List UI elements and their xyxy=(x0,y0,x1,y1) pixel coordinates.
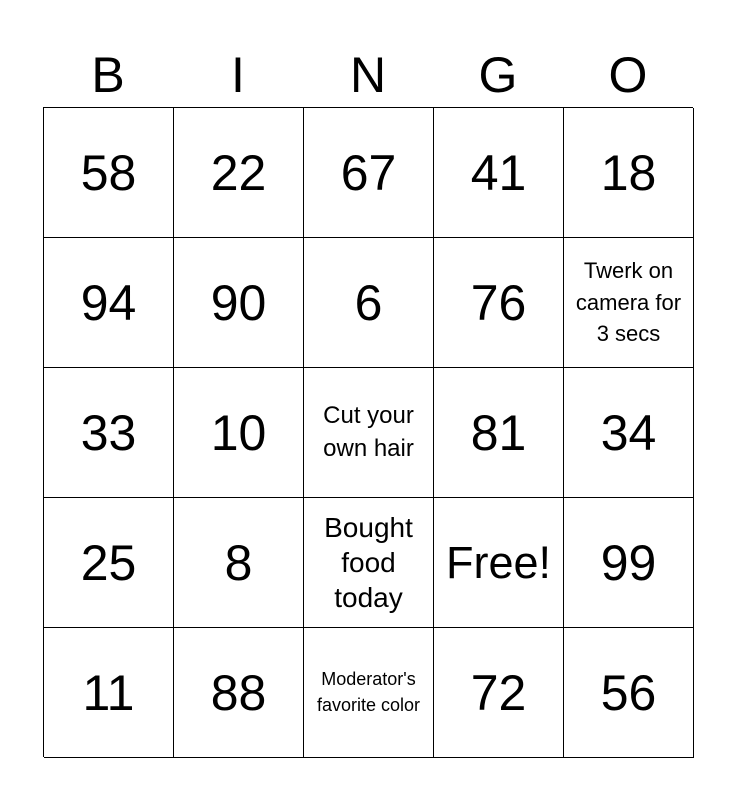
cell-label: 72 xyxy=(470,664,527,721)
cell-label: 34 xyxy=(600,404,657,461)
bingo-cell-r4-c3[interactable] xyxy=(304,498,434,628)
cell-label: 11 xyxy=(82,664,135,721)
cell-label: Bought food today xyxy=(324,512,413,613)
bingo-cell-r1-c3[interactable] xyxy=(304,108,434,238)
bingo-cell-r3-c2[interactable] xyxy=(174,368,304,498)
bingo-cell-r2-c5[interactable] xyxy=(564,238,694,368)
cell-label: 41 xyxy=(470,144,527,201)
bingo-cell-r4-c4[interactable] xyxy=(434,498,564,628)
bingo-cell-r5-c1[interactable] xyxy=(44,628,174,758)
bingo-cell-r4-c5[interactable] xyxy=(564,498,694,628)
cell-label: 8 xyxy=(224,534,253,591)
bingo-header xyxy=(43,40,693,108)
bingo-cell-r2-c4[interactable] xyxy=(434,238,564,368)
bingo-cell-r5-c2[interactable] xyxy=(174,628,304,758)
cell-label: Moderator's favorite color xyxy=(316,668,421,715)
bingo-cell-r1-c1[interactable] xyxy=(44,108,174,238)
cell-label: 81 xyxy=(470,404,527,461)
bingo-cell-r5-c3[interactable] xyxy=(304,628,434,758)
cell-label: 22 xyxy=(210,144,267,201)
cell-label: 94 xyxy=(80,274,137,331)
bingo-cell-r3-c1[interactable] xyxy=(44,368,174,498)
bingo-cell-r5-c5[interactable] xyxy=(564,628,694,758)
bingo-cell-r2-c1[interactable] xyxy=(44,238,174,368)
free-space-label: Free! xyxy=(445,537,552,588)
header-letter-n: N xyxy=(349,47,387,103)
cell-label: 99 xyxy=(600,534,657,591)
cell-label: 6 xyxy=(354,274,383,331)
cell-label: 18 xyxy=(600,144,657,201)
header-letter-b: B xyxy=(91,47,125,103)
bingo-cell-r2-c2[interactable] xyxy=(174,238,304,368)
cell-label: Cut your own hair xyxy=(323,402,414,462)
cell-label: 58 xyxy=(80,144,137,201)
header-letter-o: O xyxy=(608,47,648,103)
header-letter-g: G xyxy=(478,47,518,103)
bingo-cell-r5-c4[interactable] xyxy=(434,628,564,758)
bingo-cell-r1-c4[interactable] xyxy=(434,108,564,238)
cell-label: 88 xyxy=(210,664,267,721)
cell-label: 90 xyxy=(210,274,267,331)
header-letter-i: I xyxy=(231,47,245,103)
cell-label: 25 xyxy=(80,534,137,591)
bingo-cell-r4-c2[interactable] xyxy=(174,498,304,628)
cell-label: 76 xyxy=(470,274,527,331)
cell-label: Twerk on camera for 3 secs xyxy=(575,257,682,347)
cell-label: 56 xyxy=(600,664,657,721)
bingo-cell-r1-c5[interactable] xyxy=(564,108,694,238)
bingo-cell-r2-c3[interactable] xyxy=(304,238,434,368)
bingo-cell-r4-c1[interactable] xyxy=(44,498,174,628)
cell-label: 33 xyxy=(80,404,137,461)
bingo-board xyxy=(43,107,693,757)
bingo-cell-r3-c4[interactable] xyxy=(434,368,564,498)
cell-label: 67 xyxy=(340,144,397,201)
cell-label: 10 xyxy=(210,404,267,461)
bingo-cell-r1-c2[interactable] xyxy=(174,108,304,238)
bingo-cell-r3-c5[interactable] xyxy=(564,368,694,498)
bingo-cell-r3-c3[interactable] xyxy=(304,368,434,498)
